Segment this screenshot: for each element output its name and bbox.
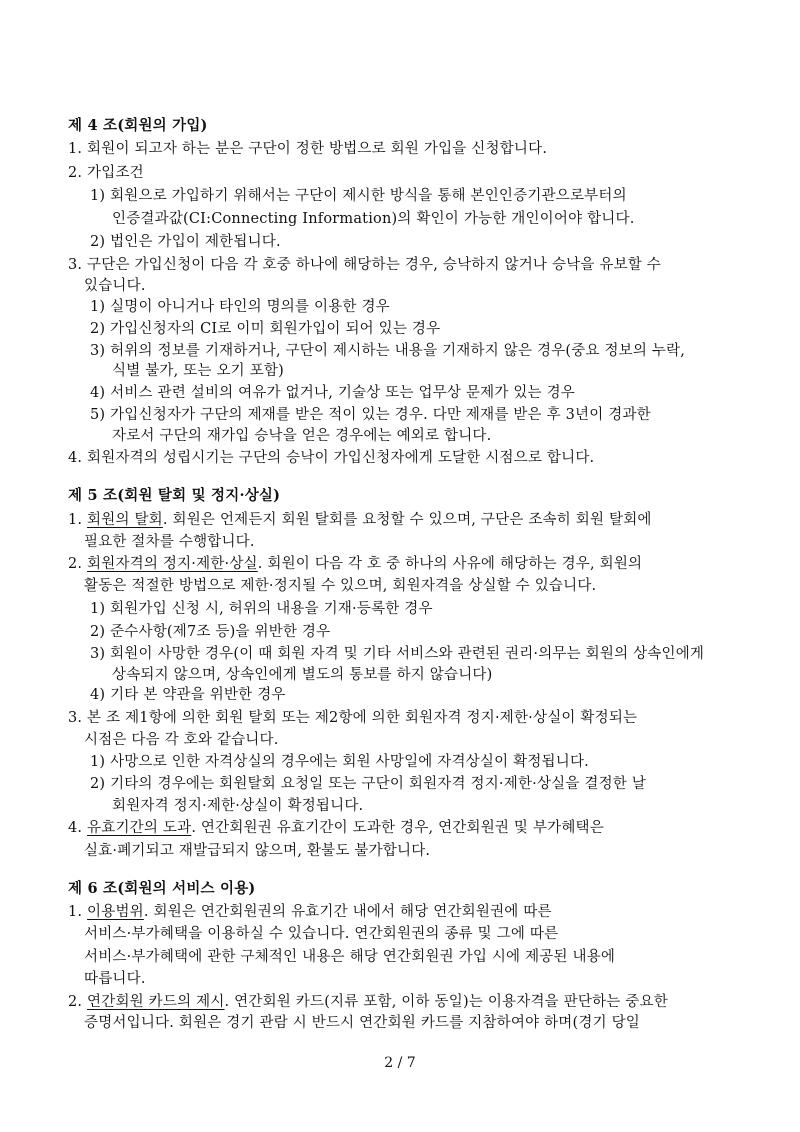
clause-text: . 회원이 다음 각 호 중 하나의 사유에 해당하는 경우, 회원의: [257, 556, 643, 572]
clause-line: 서비스·부가혜택에 관한 구체적인 내용은 해당 연간회원권 가입 시에 제공된 내용에: [84, 949, 616, 965]
clause-line: 3. 본 조 제1항에 의한 회원 탈회 또는 제2항에 의한 회원자격 정지·제한·상실이 확정되는: [68, 710, 638, 726]
clause-line: [68, 510, 652, 530]
clause-line: 있습니다.: [84, 278, 146, 294]
article-heading: 제 6 조(회원의 서비스 이용): [68, 880, 256, 897]
clause-line: 실효·폐기되고 재발급되지 않으며, 환불도 불가합니다.: [84, 843, 431, 859]
clause-line: 식별 불가, 또는 오기 포함): [112, 363, 284, 379]
clause-line: 3. 구단은 가입신청이 다음 각 호중 하나에 해당하는 경우, 승낙하지 않거나 승낙을 유보할 수: [68, 257, 662, 273]
clause-text: . 연간회원 카드(지류 포함, 이하 동일)는 이용자격을 판단하는 중요한: [224, 994, 668, 1010]
clause-line: 2) 법인은 가입이 제한됩니다.: [90, 234, 281, 250]
clause-line: 인증결과값(CI:Connecting Information)의 확인이 가능한 개인이어야 합니다.: [112, 211, 635, 227]
clause-number: 2.: [68, 994, 88, 1010]
clause-line: 시점은 다음 각 호와 같습니다.: [84, 732, 279, 748]
clause-line: 4) 서비스 관련 설비의 여유가 없거나, 기술상 또는 업무상 문제가 있는 경우: [90, 385, 575, 401]
clause-number: 1.: [68, 512, 88, 528]
clause-line: 따릅니다.: [84, 971, 146, 987]
clause-line: 1) 실명이 아니거나 타인의 명의를 이용한 경우: [90, 299, 390, 315]
clause-line: 2) 가입신청자의 CI로 이미 회원가입이 되어 있는 경우: [90, 321, 441, 337]
clause-line: 서비스·부가혜택을 이용하실 수 있습니다. 연간회원권의 종류 및 그에 따른: [84, 926, 559, 942]
clause-line: [68, 902, 552, 922]
clause-subtitle: 유효기간의 도과: [87, 820, 192, 836]
page-number: 2 / 7: [384, 1055, 416, 1071]
clause-number: 4.: [68, 820, 88, 836]
clause-line: 2) 준수사항(제7조 등)을 위반한 경우: [90, 624, 331, 640]
clause-number: 1.: [68, 904, 88, 920]
clause-line: 1) 회원으로 가입하기 위해서는 구단이 제시한 방식을 통해 본인인증기관으로부터의: [90, 188, 627, 204]
clause-text: . 회원은 언제든지 회원 탈회를 요청할 수 있으며, 구단은 조속히 회원 탈회에: [162, 512, 652, 528]
clause-line: 3) 허위의 정보를 기재하거나, 구단이 제시하는 내용을 기재하지 않은 경우(중요 정보의 누락,: [90, 343, 686, 359]
clause-line: 자로서 구단의 재가입 승낙을 얻은 경우에는 예외로 합니다.: [112, 428, 492, 444]
clause-line: 4) 기타 본 약관을 위반한 경우: [90, 687, 286, 703]
clause-subtitle: 회원의 탈회: [87, 512, 163, 528]
clause-line: 상속되지 않으며, 상속인에게 별도의 통보를 하지 않습니다): [112, 667, 493, 683]
clause-line: [68, 992, 668, 1012]
clause-line: 4. 회원자격의 성립시기는 구단의 승낙이 가입신청자에게 도달한 시점으로 합니다.: [68, 450, 595, 466]
clause-line: 1. 회원이 되고자 하는 분은 구단이 정한 방법으로 회원 가입을 신청합니다.: [68, 141, 548, 157]
clause-line: 필요한 절차를 수행합니다.: [84, 534, 255, 550]
clause-line: [68, 554, 642, 574]
clause-text: . 연간회원권 유효기간이 도과한 경우, 연간회원권 및 부가혜택은: [191, 820, 604, 836]
clause-line: 2) 기타의 경우에는 회원탈회 요청일 또는 구단이 회원자격 정지·제한·상실을 결정한 날: [90, 776, 647, 792]
clause-line: 3) 회원이 사망한 경우(이 때 회원 자격 및 기타 서비스와 관련된 권리·의무는 회원의 상속인에게: [90, 646, 705, 662]
clause-subtitle: 연간회원 카드의 제시: [87, 994, 225, 1010]
clause-text: . 회원은 연간회원권의 유효기간 내에서 해당 연간회원권에 따른: [143, 904, 552, 920]
clause-line: 1) 사망으로 인한 자격상실의 경우에는 회원 사망일에 자격상실이 확정됩니다.: [90, 754, 589, 770]
article-heading: 제 5 조(회원 탈회 및 정지·상실): [68, 487, 281, 504]
clause-number: 2.: [68, 556, 88, 572]
clause-line: 회원자격 정지·제한·상실이 확정됩니다.: [112, 798, 364, 814]
clause-line: 1) 회원가입 신청 시, 허위의 내용을 기재·등록한 경우: [90, 601, 433, 617]
clause-subtitle: 회원자격의 정지·제한·상실: [87, 556, 258, 572]
clause-line: 증명서입니다. 회원은 경기 관람 시 반드시 연간회원 카드를 지참하여야 하며(경기 당일: [84, 1015, 640, 1031]
clause-line: 2. 가입조건: [68, 165, 144, 181]
clause-subtitle: 이용범위: [87, 904, 144, 920]
clause-line: 활동은 적절한 방법으로 제한·정지될 수 있으며, 회원자격을 상실할 수 있습니다.: [84, 578, 597, 594]
clause-line: [68, 818, 604, 838]
article-heading: 제 4 조(회원의 가입): [68, 117, 208, 134]
clause-line: 5) 가입신청자가 구단의 제재를 받은 적이 있는 경우. 다만 제재를 받은 후 3년이 경과한: [90, 407, 651, 423]
